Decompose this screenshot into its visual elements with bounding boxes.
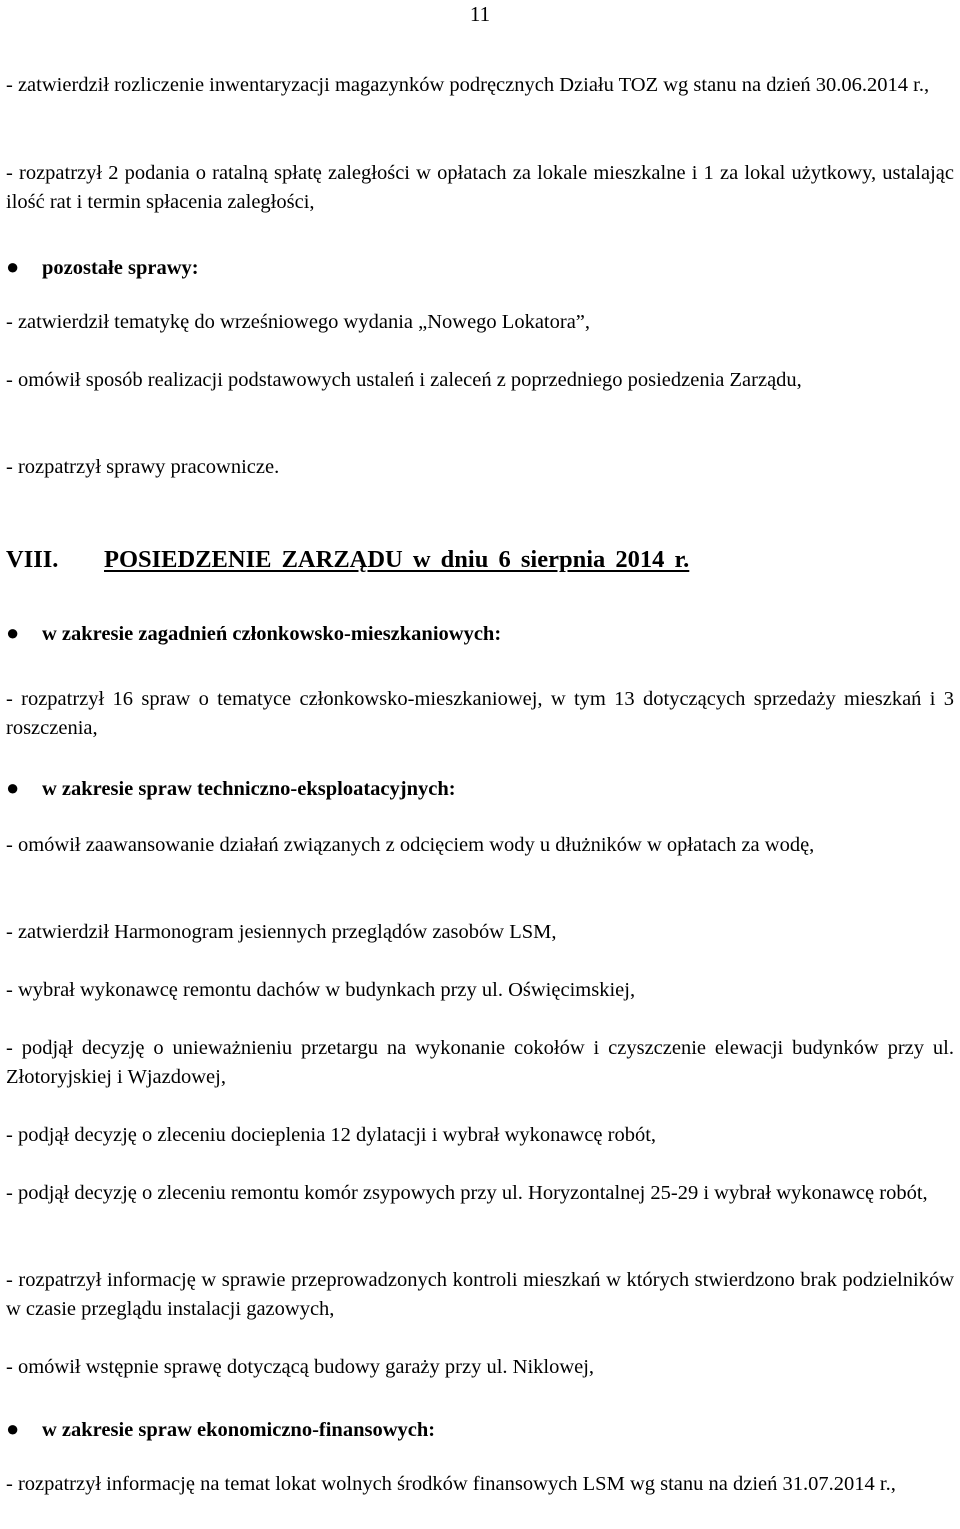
paragraph-staff-matters: - rozpatrzył sprawy pracownicze. [6, 456, 280, 478]
page-number: 11 [469, 2, 491, 26]
paragraph-garage-construction: - omówił wstępnie sprawę dotyczącą budowy garaży przy ul. Niklowej, [6, 1356, 595, 1378]
bullet-technical-operational-label: w zakresie spraw techniczno-eksploatacyjnych: [42, 778, 456, 800]
bullet-technical-operational [6, 773, 954, 804]
section-number: VIII. [6, 546, 59, 573]
bullet-other-matters [6, 252, 954, 283]
paragraph-newsletter-topics: - zatwierdził tematykę do wrześniowego wydania „Nowego Lokatora”, [6, 311, 591, 333]
bullet-icon: ● [6, 775, 20, 800]
bullet-economic-financial-label: w zakresie spraw ekonomiczno-finansowych: [42, 1419, 436, 1441]
paragraph-chute-repair: - podjął decyzję o zleceniu remontu komór zsypowych przy ul. Horyzontalnej 25-29 i wybrał wykonawcę robót, [6, 1182, 928, 1204]
bullet-icon: ● [6, 620, 20, 645]
paragraph-installment-requests: - rozpatrzył 2 podania o ratalną spłatę zaległości w opłatach za lokale mieszkalne i 1 za lokal użytkowy, ustalając ilość rat i termin spłacenia zaległości, [6, 162, 954, 213]
paragraph-previous-meeting-findings: - omówił sposób realizacji podstawowych ustaleń i zaleceń z poprzedniego posiedzenia Zarządu, [6, 369, 802, 391]
paragraph-tender-cancellation: - podjął decyzję o unieważnieniu przetargu na wykonanie cokołów i czyszczenie elewacji budynków przy ul. Złotoryjskiej i Wjazdowej, [6, 1037, 954, 1088]
bullet-icon: ● [6, 1416, 20, 1441]
section-heading-viii [6, 545, 954, 575]
paragraph-water-cutoff: - omówił zaawansowanie działań związanych z odcięciem wody u dłużników w opłatach za wodę, [6, 834, 815, 856]
section-title: POSIEDZENIE ZARZĄDU w dniu 6 sierpnia 2014 r. [104, 546, 690, 573]
paragraph-meter-inspections: - rozpatrzył informację w sprawie przeprowadzonych kontroli mieszkań w których stwierdzono brak podzielników w czasie przeglądu instalacji gazowych, [6, 1269, 954, 1320]
bullet-membership-housing-label: w zakresie zagadnień członkowsko-mieszkaniowych: [42, 623, 502, 645]
bullet-other-matters-label: pozostałe sprawy: [42, 257, 199, 279]
paragraph-roof-repair: - wybrał wykonawcę remontu dachów w budynkach przy ul. Oświęcimskiej, [6, 979, 636, 1001]
paragraph-deposits-info: - rozpatrzył informację na temat lokat wolnych środków finansowych LSM wg stanu na dzień 31.07.2014 r., [6, 1473, 896, 1495]
bullet-icon: ● [6, 254, 20, 279]
bullet-economic-financial [6, 1414, 954, 1445]
paragraph-inspection-schedule: - zatwierdził Harmonogram jesiennych przeglądów zasobów LSM, [6, 921, 557, 943]
paragraph-inventory-settlement: - zatwierdził rozliczenie inwentaryzacji magazynków podręcznych Działu TOZ wg stanu na dzień 30.06.2014 r., [6, 74, 930, 96]
paragraph-insulation: - podjął decyzję o zleceniu docieplenia 12 dylatacji i wybrał wykonawcę robót, [6, 1124, 657, 1146]
paragraph-membership-cases: - rozpatrzył 16 spraw o tematyce członkowsko-mieszkaniowej, w tym 13 dotyczących sprzedaży mieszkań i 3 roszczenia, [6, 688, 954, 739]
bullet-membership-housing [6, 618, 954, 649]
